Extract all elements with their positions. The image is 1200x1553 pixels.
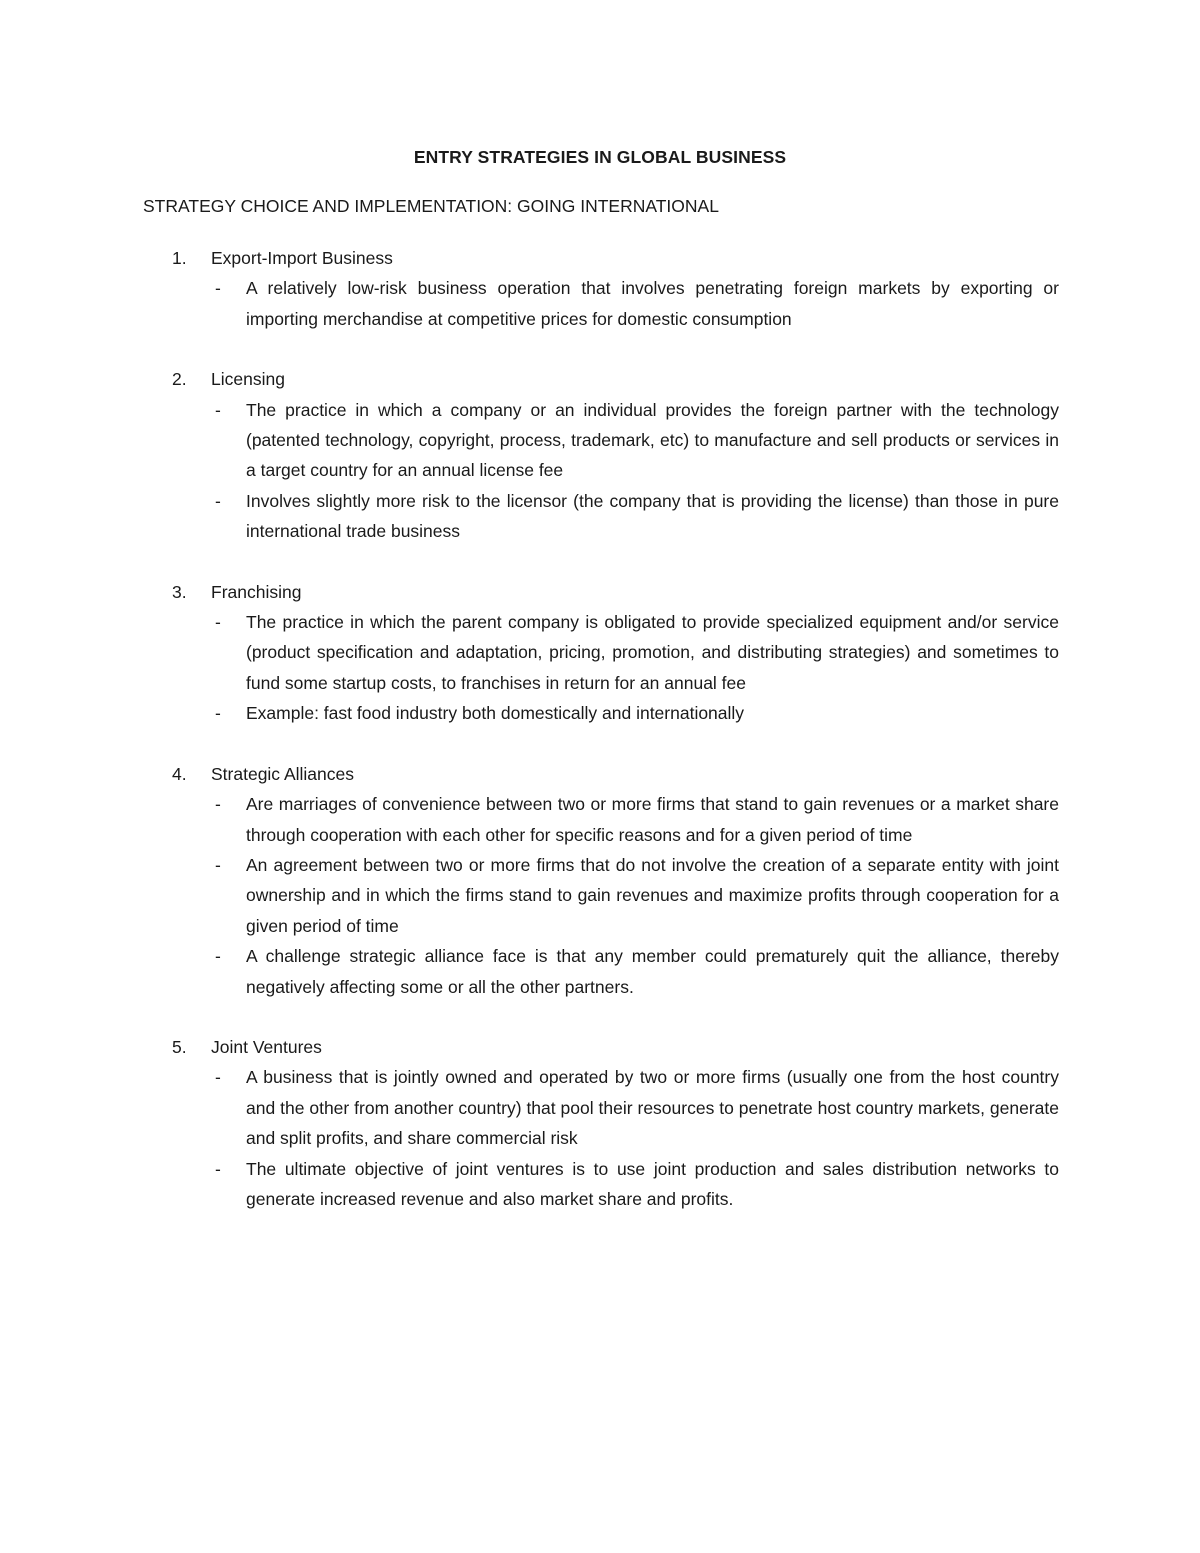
bullet-text: The practice in which the parent company is obligated to provide specialized equipment and/or service (product specification and adaptation, pricing, promotion, and distributing strategies) and sometimes to fund some startup costs, to franchises in return for an annual fee [246,612,1059,693]
section-heading-row [143,759,1059,789]
bullet-text: The ultimate objective of joint ventures is to use joint production and sales distribution networks to generate increased revenue and also market share and profits. [246,1158,1059,1209]
bullet-list [143,789,1059,1002]
section-heading-row [143,364,1059,394]
bullet-dash: - [215,703,221,724]
section-heading: Franchising [211,581,302,602]
bullet-item [143,941,1059,1002]
section-number: 2. [172,369,187,390]
section-heading: Joint Ventures [211,1036,322,1057]
section-heading-row [143,1032,1059,1062]
bullet-item [143,607,1059,698]
section-number: 4. [172,763,187,784]
section-number: 1. [172,248,187,268]
section-heading: Strategic Alliances [211,763,354,784]
section-heading: Export-Import Business [211,248,393,268]
section-5 [143,1032,1059,1214]
sections-list [143,243,1059,1244]
bullet-dash: - [215,794,221,815]
section-1 [143,243,1059,334]
bullet-list [143,1062,1059,1214]
bullet-dash: - [215,278,221,299]
section-heading-row [143,243,1059,273]
bullet-item [143,850,1059,941]
bullet-text: The practice in which a company or an individual provides the foreign partner with the technology (patented technology, copyright, process, trademark, etc) to manufacture and sell products or services in a target country for an annual license fee [246,399,1059,481]
section-3 [143,577,1059,729]
bullet-list [143,273,1059,334]
bullet-list [143,607,1059,729]
bullet-text: Example: fast food industry both domestically and internationally [246,703,745,724]
section-number: 3. [172,581,187,602]
section-4 [143,759,1059,1002]
bullet-dash: - [215,612,221,633]
document-subtitle: STRATEGY CHOICE AND IMPLEMENTATION: GOING INTERNATIONAL [143,196,719,216]
bullet-text: A challenge strategic alliance face is that any member could prematurely quit the alliance, thereby negatively affecting some or all the other partners. [246,946,1059,997]
bullet-dash: - [215,1158,221,1179]
bullet-text: An agreement between two or more firms that do not involve the creation of a separate entity with joint ownership and in which the firms stand to gain revenues and maximize profits through cooperation for a given period of time [246,854,1059,936]
bullet-dash: - [215,399,221,420]
bullet-item [143,486,1059,547]
section-heading-row [143,577,1059,607]
bullet-text: A relatively low-risk business operation that involves penetrating foreign markets by exporting or importing merchandise at competitive prices for domestic consumption [246,278,1059,329]
bullet-list [143,395,1059,547]
bullet-dash: - [215,1067,221,1088]
bullet-item [143,698,1059,728]
bullet-text: Are marriages of convenience between two or more firms that stand to gain revenues or a market share through cooperation with each other for specific reasons and for a given period of time [246,794,1059,845]
bullet-dash: - [215,490,221,511]
document-title: ENTRY STRATEGIES IN GLOBAL BUSINESS [413,147,787,167]
bullet-text: A business that is jointly owned and operated by two or more firms (usually one from the host country and the other from another country) that pool their resources to penetrate host country markets, generate and split profits, and share commercial risk [246,1067,1059,1149]
section-number: 5. [172,1036,187,1057]
bullet-item [143,1154,1059,1215]
bullet-text: Involves slightly more risk to the licensor (the company that is providing the license) than those in pure international trade business [246,490,1059,542]
section-heading: Licensing [211,369,285,390]
bullet-dash: - [215,946,221,967]
bullet-item [143,789,1059,850]
bullet-item [143,395,1059,486]
bullet-item [143,1062,1059,1153]
section-2 [143,364,1059,546]
bullet-dash: - [215,854,221,875]
bullet-item [143,273,1059,334]
